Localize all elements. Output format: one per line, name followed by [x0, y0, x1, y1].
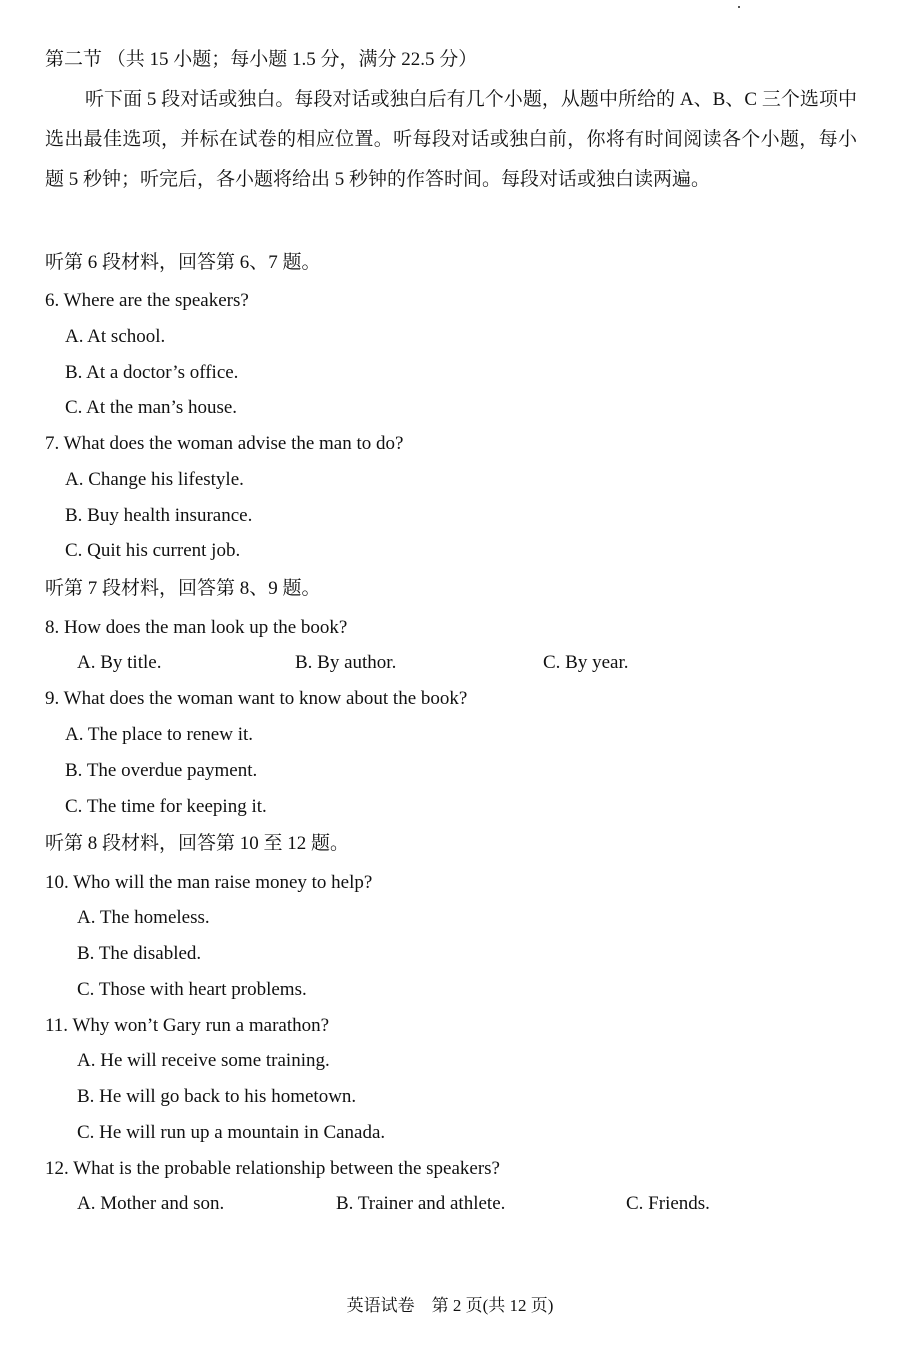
question-7-option-b[interactable]: B. Buy health insurance.: [65, 505, 253, 526]
question-9-option-b[interactable]: B. The overdue payment.: [65, 760, 258, 781]
question-7-option-c[interactable]: C. Quit his current job.: [65, 540, 241, 561]
question-10-option-b[interactable]: B. The disabled.: [77, 943, 202, 964]
question-8-stem: 8. How does the man look up the book?: [45, 617, 348, 638]
question-9-stem: 9. What does the woman want to know about the book?: [45, 688, 468, 709]
section-heading: 第二节 （共 15 小题；每小题 1.5 分，满分 22.5 分）: [45, 49, 478, 70]
question-7-stem: 7. What does the woman advise the man to do?: [45, 433, 404, 454]
question-6-option-a[interactable]: A. At school.: [65, 326, 166, 347]
question-8-option-a[interactable]: A. By title.: [77, 652, 162, 673]
section-instructions: 听下面 5 段对话或独白。每段对话或独白后有几个小题，从题中所给的 A、B、C 三个选项中选出最佳选项，并标在试卷的相应位置。听每段对话或独白前，你将有时间阅读各个小题，每小题 5 秒钟；听完后，各小题将给出 5 秒钟的作答时间。每段对话或独白读两遍。: [45, 89, 857, 190]
question-8-option-c[interactable]: C. By year.: [543, 652, 629, 673]
question-11-option-a[interactable]: A. He will receive some training.: [77, 1050, 330, 1071]
question-12-option-b[interactable]: B. Trainer and athlete.: [336, 1193, 506, 1214]
question-11-stem: 11. Why won’t Gary run a marathon?: [45, 1015, 330, 1036]
group-label-8: 听第 8 段材料，回答第 10 至 12 题。: [45, 833, 350, 854]
question-12-option-a[interactable]: A. Mother and son.: [77, 1193, 225, 1214]
page-footer: 英语试卷 第 2 页(共 12 页): [346, 1296, 554, 1315]
group-label-6: 听第 6 段材料，回答第 6、7 题。: [45, 252, 321, 273]
question-8-option-b[interactable]: B. By author.: [295, 652, 397, 673]
question-10-option-c[interactable]: C. Those with heart problems.: [77, 979, 307, 1000]
question-6-option-b[interactable]: B. At a doctor’s office.: [65, 362, 239, 383]
question-12-stem: 12. What is the probable relationship between the speakers?: [45, 1158, 500, 1179]
group-label-7: 听第 7 段材料，回答第 8、9 题。: [45, 578, 321, 599]
question-7-option-a[interactable]: A. Change his lifestyle.: [65, 469, 244, 490]
question-6-stem: 6. Where are the speakers?: [45, 290, 249, 311]
scan-speck: [738, 6, 740, 8]
question-9-option-c[interactable]: C. The time for keeping it.: [65, 796, 267, 817]
question-10-option-a[interactable]: A. The homeless.: [77, 907, 210, 928]
question-9-option-a[interactable]: A. The place to renew it.: [65, 724, 253, 745]
question-11-option-c[interactable]: C. He will run up a mountain in Canada.: [77, 1122, 386, 1143]
question-12-option-c[interactable]: C. Friends.: [626, 1193, 710, 1214]
question-6-option-c[interactable]: C. At the man’s house.: [65, 397, 238, 418]
question-10-stem: 10. Who will the man raise money to help?: [45, 872, 373, 893]
question-11-option-b[interactable]: B. He will go back to his hometown.: [77, 1086, 357, 1107]
